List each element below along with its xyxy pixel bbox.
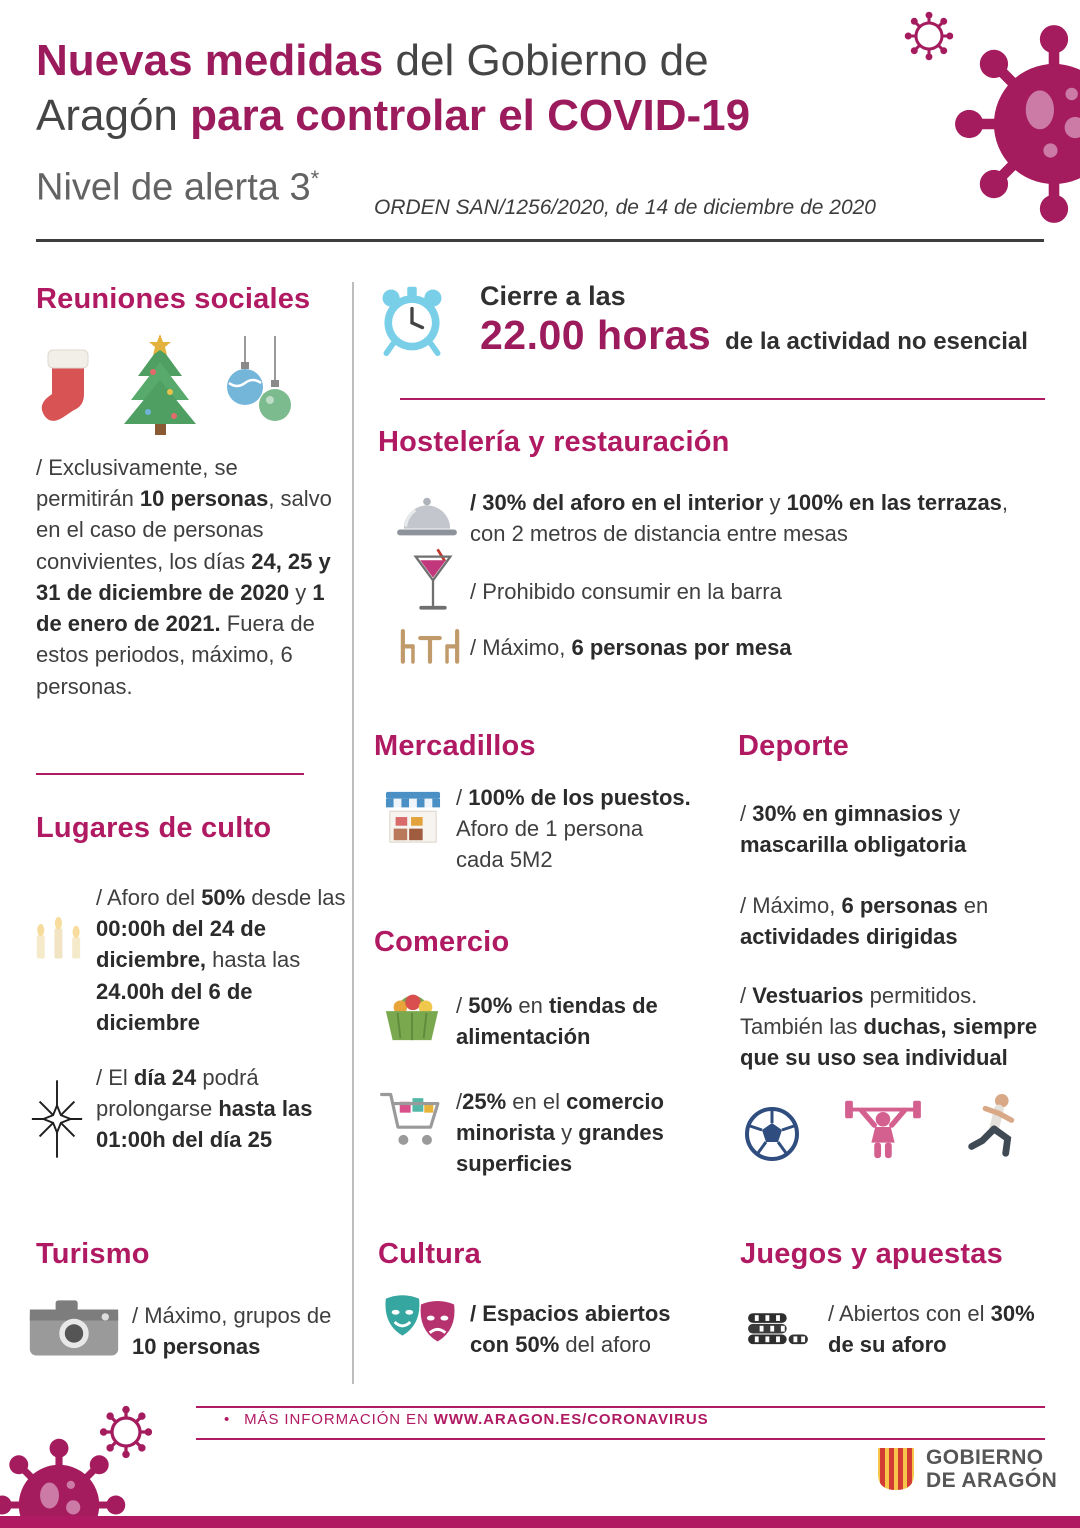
closing-time: 22.00 horas [480, 312, 712, 358]
culto-item-2: / El día 24 podrá prolongarse hasta las 01:00h del día 25 [96, 1065, 313, 1153]
comercio-item-1: / 50% en tiendas de alimentación [456, 993, 658, 1050]
serving-dish-icon [396, 490, 458, 544]
christmas-tree-icon [118, 332, 203, 436]
reuniones-text: / Exclusivamente, se permitirán 10 personas, salvo en el caso de personas convivientes, los días 24, 25 y 31 de diciembre de 2020 y 1 de enero de 2021. Fuera de estos periodos, máximo, 6 personas. [36, 455, 332, 699]
culto-item-1: / Aforo del 50% desde las 00:00h del 24 de diciembre, hasta las 24.00h del 6 de diciembre [96, 885, 346, 1035]
footer-rule-bottom [196, 1438, 1045, 1440]
section-heading-hosteleria: Hostelería y restauración [378, 426, 730, 458]
mercadillos-text: / 100% de los puestos. Aforo de 1 persona cada 5M2 [456, 785, 691, 873]
sport-icons [744, 1092, 1024, 1162]
market-stall-icon [382, 790, 444, 846]
gobierno-logo-text [926, 1446, 1057, 1492]
baubles-icon [223, 336, 298, 436]
closing-divider [400, 398, 1045, 400]
section-heading-mercadillos: Mercadillos [374, 730, 536, 762]
alert-level-text: Nivel de alerta 3 [36, 166, 311, 209]
section-heading-comercio: Comercio [374, 926, 510, 958]
left-divider [36, 773, 304, 775]
footer-info-text: MÁS INFORMACIÓN EN WWW.ARAGON.ES/CORONAVIRUS [244, 1411, 709, 1428]
shopping-cart-icon [378, 1086, 446, 1152]
footer-rule-top [196, 1406, 1045, 1408]
cocktail-icon [412, 545, 454, 623]
cultura-text: / Espacios abiertos con 50% del aforo [470, 1301, 671, 1358]
christmas-icons [38, 332, 298, 436]
bottom-bar [0, 1516, 1080, 1528]
closing-time-notice [480, 281, 1028, 359]
virus-bottom-icon [0, 1434, 130, 1528]
christmas-stocking-icon [38, 344, 98, 436]
footer-bullet: • [224, 1411, 231, 1428]
food-basket-icon [380, 984, 444, 1044]
title-line-1: Nuevas medidas del Gobierno de [36, 36, 709, 85]
section-heading-deporte: Deporte [738, 730, 849, 762]
order-reference: ORDEN SAN/1256/2020, de 14 de diciembre de 2020 [374, 196, 876, 219]
camera-icon [28, 1294, 120, 1360]
alert-asterisk: * [310, 166, 320, 191]
section-heading-cultura: Cultura [378, 1238, 481, 1270]
closing-rest: de la actividad no esencial [725, 328, 1028, 355]
theater-masks-icon [380, 1292, 460, 1354]
candles-icon [26, 916, 90, 962]
poker-chips-icon [746, 1292, 810, 1348]
section-heading-juegos: Juegos y apuestas [740, 1238, 1003, 1270]
deporte-item-1: / 30% en gimnasios y mascarilla obligatoria [740, 801, 967, 858]
juegos-text: / Abiertos con el 30% de su aforo [828, 1301, 1035, 1358]
logo-line-2: DE ARAGÓN [926, 1469, 1058, 1493]
soccer-ball-icon [744, 1106, 800, 1162]
section-heading-reuniones: Reuniones sociales [36, 283, 311, 315]
star-sparkle-icon [28, 1080, 86, 1158]
hosteleria-item-2: / Prohibido consumir en la barra [470, 579, 782, 604]
table-chairs-icon [398, 624, 462, 666]
gobierno-aragon-logo [876, 1446, 1057, 1492]
virus-icon [948, 18, 1080, 230]
aragon-shield-icon [876, 1446, 916, 1492]
title-line-2: Aragón para controlar el COVID-19 [36, 90, 751, 140]
page-title [36, 34, 886, 143]
weightlifter-icon [842, 1094, 924, 1162]
footer-info [224, 1411, 708, 1428]
hosteleria-item-1: / 30% del aforo en el interior y 100% en las terrazas, con 2 metros de distancia entre mesas [470, 490, 1009, 547]
closing-intro: Cierre a las [480, 281, 626, 311]
runner-icon [966, 1092, 1024, 1162]
header-divider [36, 239, 1044, 242]
hosteleria-item-3: / Máximo, 6 personas por mesa [470, 635, 792, 660]
vertical-divider [352, 282, 354, 1384]
deporte-item-2: / Máximo, 6 personas en actividades dirigidas [740, 893, 989, 950]
alarm-clock-icon [374, 280, 450, 358]
alert-level [36, 166, 319, 210]
section-heading-culto: Lugares de culto [36, 812, 272, 844]
logo-line-1: GOBIERNO [926, 1446, 1044, 1469]
section-heading-turismo: Turismo [36, 1238, 150, 1270]
deporte-item-3: / Vestuarios permitidos. También las duchas, siempre que su uso sea individual [740, 983, 1038, 1071]
comercio-item-2: /25% en el comercio minorista y grandes superficies [456, 1089, 664, 1177]
turismo-text: / Máximo, grupos de 10 personas [132, 1303, 332, 1360]
